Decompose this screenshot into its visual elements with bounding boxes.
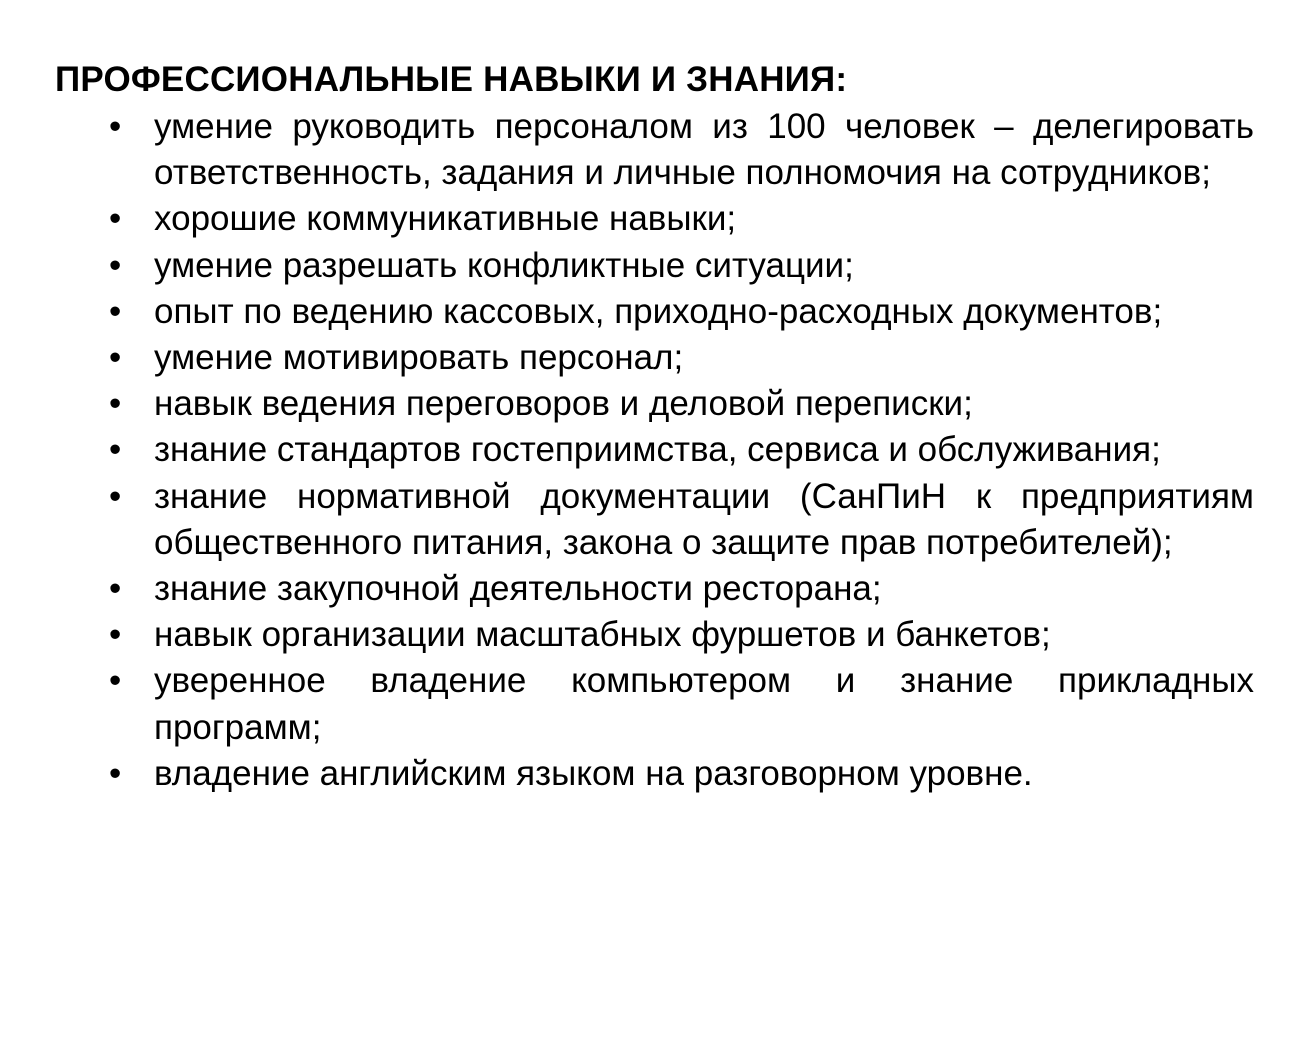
bullet-icon: •: [109, 661, 122, 701]
bullet-icon: •: [109, 107, 122, 146]
list-item: [109, 381, 1254, 427]
bullet-icon: •: [109, 430, 122, 470]
list-item: [109, 243, 1254, 289]
list-item-text: уверенное владение компьютером и знание прикладных программ;: [154, 661, 1254, 747]
list-item-text: знание нормативной документации (СанПиН к предприятиям общественного питания, закона о защите прав потребителей);: [154, 476, 1254, 562]
section-heading: ПРОФЕССИОНАЛЬНЫЕ НАВЫКИ И ЗНАНИЯ:: [55, 60, 848, 99]
bullet-icon: •: [109, 199, 122, 239]
list-item-text: знание стандартов гостеприимства, сервиса и обслуживания;: [154, 430, 1161, 470]
list-item: [109, 335, 1254, 381]
list-item: [109, 474, 1254, 566]
list-item-text: навык ведения переговоров и деловой переписки;: [154, 384, 973, 424]
list-item: [109, 196, 1254, 242]
bullet-icon: •: [109, 753, 122, 793]
list-item: [109, 289, 1254, 335]
bullet-icon: •: [109, 245, 122, 285]
list-item-text: умение мотивировать персонал;: [154, 338, 684, 378]
bullet-icon: •: [109, 476, 122, 516]
bullet-icon: •: [109, 569, 122, 609]
list-item: [109, 612, 1254, 658]
list-item-text: навык организации масштабных фуршетов и банкетов;: [154, 615, 1051, 655]
bullet-icon: •: [109, 338, 122, 378]
list-item-text: владение английским языком на разговорном уровне.: [154, 753, 1033, 793]
list-item-text: хорошие коммуникативные навыки;: [154, 199, 737, 239]
list-item: [109, 751, 1254, 797]
bullet-icon: •: [109, 384, 122, 424]
list-item-text: умение руководить персоналом из 100 человек – делегировать ответственность, задания и личные полномочия на сотрудников;: [154, 107, 1254, 193]
list-item-text: знание закупочной деятельности ресторана;: [154, 569, 882, 609]
skills-list: [109, 104, 1254, 797]
bullet-icon: •: [109, 291, 122, 331]
list-item: [109, 566, 1254, 612]
list-item-text: опыт по ведению кассовых, приходно-расходных документов;: [154, 291, 1163, 331]
list-item: [109, 104, 1254, 196]
list-item: [109, 427, 1254, 473]
bullet-icon: •: [109, 615, 122, 655]
list-item: [109, 658, 1254, 750]
list-item-text: умение разрешать конфликтные ситуации;: [154, 245, 854, 285]
